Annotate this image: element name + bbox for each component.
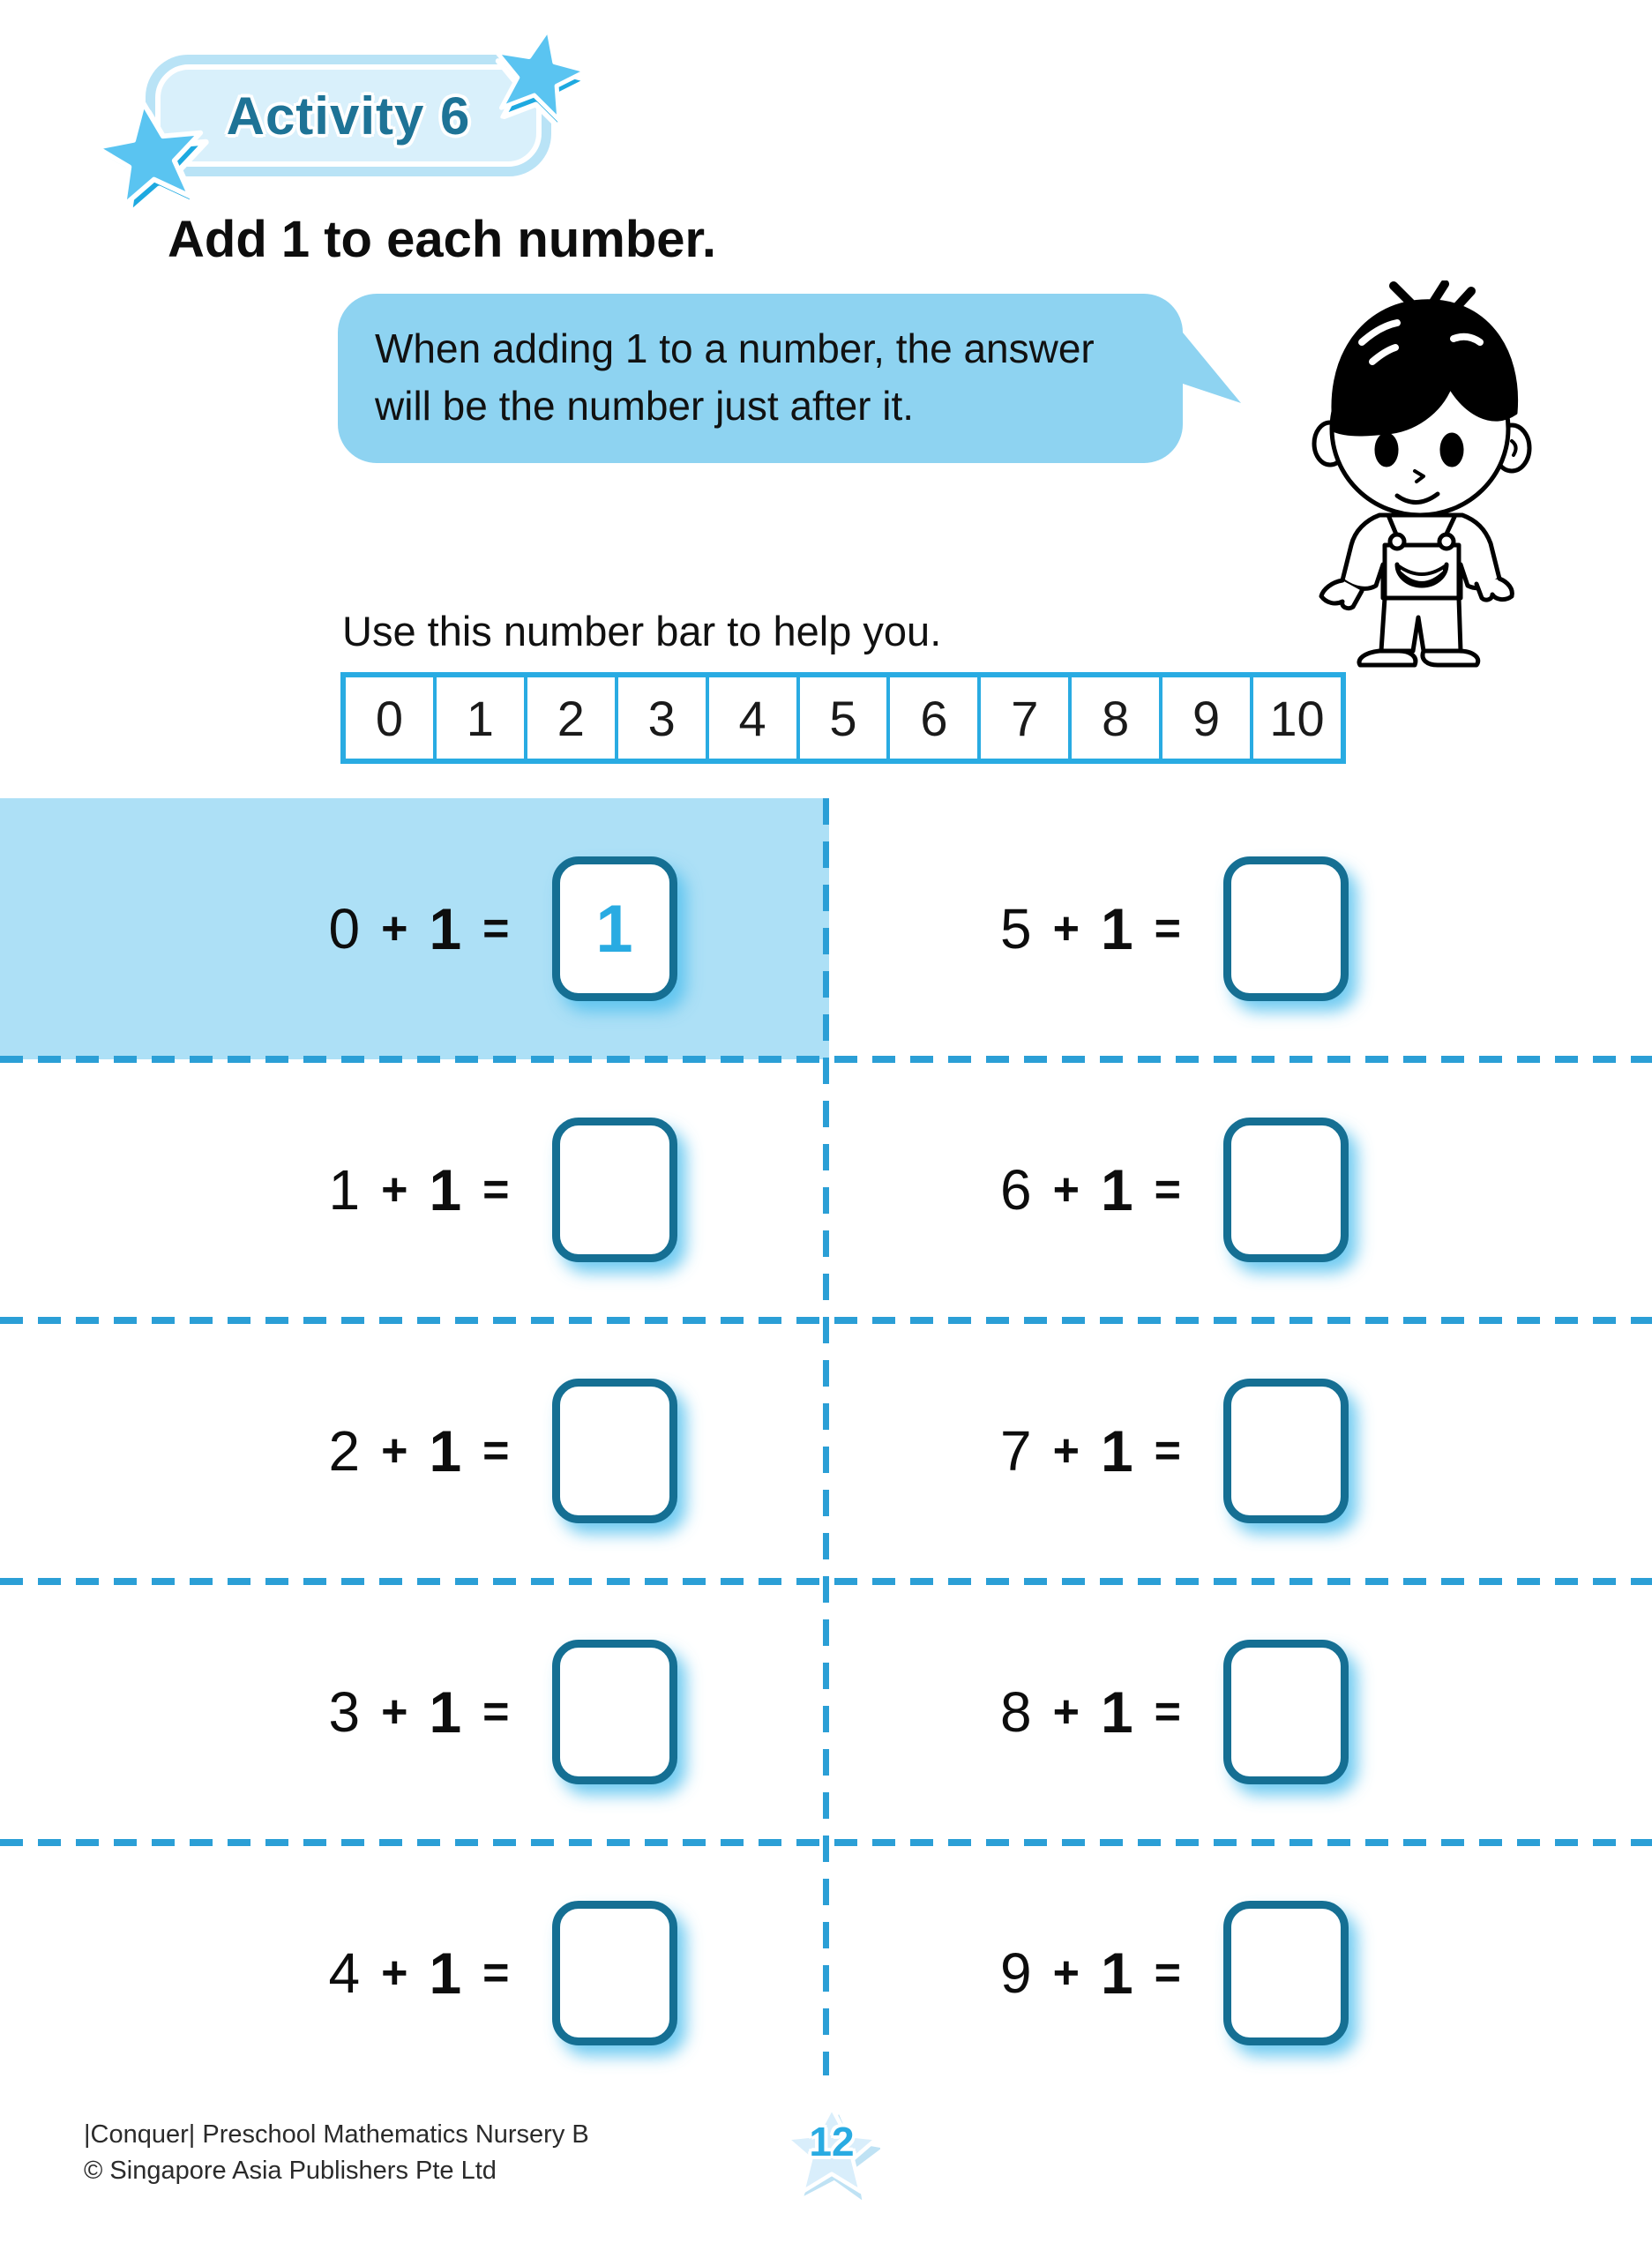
speech-bubble-line-2: will be the number just after it. xyxy=(375,383,915,430)
answer-box[interactable] xyxy=(1223,856,1349,1001)
added-one: 1 xyxy=(1100,1418,1133,1484)
equals-sign: = xyxy=(482,1164,510,1215)
answer-box[interactable] xyxy=(552,1118,677,1262)
added-one: 1 xyxy=(429,1157,462,1222)
number-bar-cell: 8 xyxy=(1068,677,1159,759)
boy-character-illustration xyxy=(1281,280,1563,673)
answer-box[interactable] xyxy=(552,856,677,1001)
equals-sign: = xyxy=(482,1686,510,1738)
added-one: 1 xyxy=(1100,1940,1133,2006)
footer xyxy=(84,2117,589,2188)
problem-cell-0-plus-1 xyxy=(0,798,829,1059)
addend: 9 xyxy=(999,1941,1032,2005)
addend: 4 xyxy=(328,1941,361,2005)
addend: 1 xyxy=(328,1158,361,1222)
star-icon xyxy=(477,11,601,135)
added-one: 1 xyxy=(1100,1679,1133,1745)
addend: 7 xyxy=(999,1419,1032,1483)
star-icon xyxy=(83,86,217,221)
answer-box[interactable] xyxy=(1223,1901,1349,2045)
number-bar-cell: 5 xyxy=(796,677,887,759)
equals-sign: = xyxy=(482,1948,510,1999)
number-bar-cell: 1 xyxy=(433,677,524,759)
equation xyxy=(1000,1118,1349,1262)
equals-sign: = xyxy=(1154,1164,1182,1215)
activity-badge-label: Activity 6 xyxy=(226,86,471,146)
equation xyxy=(328,1901,676,2045)
addend: 5 xyxy=(999,897,1032,961)
speech-bubble-tail xyxy=(1183,325,1245,414)
plus-sign: + xyxy=(381,1425,408,1477)
added-one: 1 xyxy=(1100,1157,1133,1222)
number-bar xyxy=(340,672,1346,764)
plus-sign: + xyxy=(1052,1164,1080,1215)
equation xyxy=(328,1118,676,1262)
addend: 2 xyxy=(328,1419,361,1483)
plus-sign: + xyxy=(1052,903,1080,954)
problem-cell-5-plus-1 xyxy=(829,798,1652,1059)
addend: 3 xyxy=(328,1680,361,1744)
equals-sign: = xyxy=(1154,1686,1182,1738)
added-one: 1 xyxy=(429,1940,462,2006)
page-number-badge xyxy=(783,2103,880,2187)
equals-sign: = xyxy=(482,903,510,954)
number-bar-cell: 9 xyxy=(1159,677,1250,759)
speech-bubble xyxy=(338,294,1183,463)
number-bar-cell: 6 xyxy=(886,677,977,759)
plus-sign: + xyxy=(381,1948,408,1999)
plus-sign: + xyxy=(1052,1686,1080,1738)
answer-box[interactable] xyxy=(1223,1118,1349,1262)
equation xyxy=(1000,856,1349,1001)
number-bar-cell: 0 xyxy=(375,690,404,746)
plus-sign: + xyxy=(381,903,408,954)
column-divider xyxy=(823,798,829,2075)
equation xyxy=(328,1379,676,1523)
added-one: 1 xyxy=(1100,896,1133,961)
equals-sign: = xyxy=(1154,1948,1182,1999)
number-bar-caption: Use this number bar to help you. xyxy=(342,608,942,654)
plus-sign: + xyxy=(1052,1425,1080,1477)
footer-line-2: © Singapore Asia Publishers Pte Ltd xyxy=(84,2156,497,2185)
problems-grid xyxy=(0,798,1652,2104)
equation xyxy=(328,1640,676,1784)
page-number: 12 xyxy=(809,2119,855,2165)
added-one: 1 xyxy=(429,1418,462,1484)
answer-value: 1 xyxy=(595,891,633,967)
footer-line-1: |Conquer| Preschool Mathematics Nursery B xyxy=(84,2120,589,2149)
plus-sign: + xyxy=(381,1686,408,1738)
equation xyxy=(1000,1640,1349,1784)
plus-sign: + xyxy=(1052,1948,1080,1999)
answer-box[interactable] xyxy=(1223,1379,1349,1523)
number-bar-cell: 10 xyxy=(1250,677,1341,759)
number-bar-cell: 2 xyxy=(524,677,615,759)
problem-cell-1-plus-1 xyxy=(0,1059,829,1320)
added-one: 1 xyxy=(429,896,462,961)
problem-cell-2-plus-1 xyxy=(0,1320,829,1581)
equation xyxy=(328,856,676,1001)
problem-cell-8-plus-1 xyxy=(829,1581,1652,1843)
answer-box[interactable] xyxy=(552,1640,677,1784)
addend: 8 xyxy=(999,1680,1032,1744)
equals-sign: = xyxy=(1154,1425,1182,1477)
problem-cell-7-plus-1 xyxy=(829,1320,1652,1581)
answer-box[interactable] xyxy=(552,1901,677,2045)
number-bar-cell: 4 xyxy=(706,677,796,759)
equation xyxy=(1000,1901,1349,2045)
plus-sign: + xyxy=(381,1164,408,1215)
addend: 0 xyxy=(328,897,361,961)
problem-cell-6-plus-1 xyxy=(829,1059,1652,1320)
equation xyxy=(1000,1379,1349,1523)
added-one: 1 xyxy=(429,1679,462,1745)
problem-cell-4-plus-1 xyxy=(0,1843,829,2104)
equals-sign: = xyxy=(1154,903,1182,954)
problem-cell-9-plus-1 xyxy=(829,1843,1652,2104)
number-bar-cell: 3 xyxy=(615,677,706,759)
activity-badge xyxy=(146,55,551,176)
number-bar-cell: 7 xyxy=(977,677,1068,759)
speech-bubble-line-1: When adding 1 to a number, the answer xyxy=(375,325,1095,371)
answer-box[interactable] xyxy=(552,1379,677,1523)
answer-box[interactable] xyxy=(1223,1640,1349,1784)
addend: 6 xyxy=(999,1158,1032,1222)
equals-sign: = xyxy=(482,1425,510,1477)
problem-cell-3-plus-1 xyxy=(0,1581,829,1843)
page-heading: Add 1 to each number. xyxy=(168,211,716,268)
